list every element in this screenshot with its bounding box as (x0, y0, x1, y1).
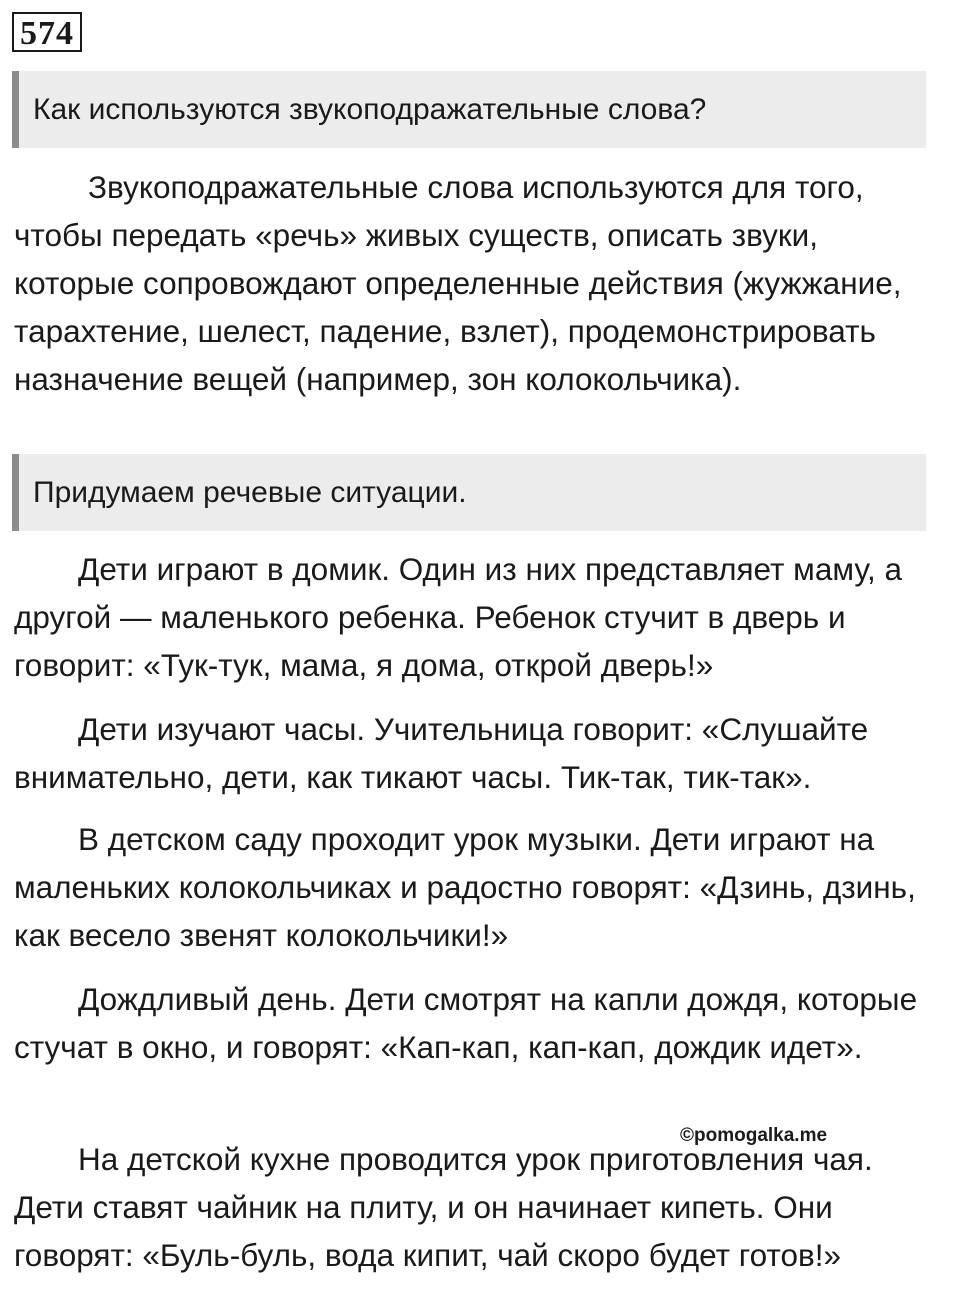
situations-header: Придумаем речевые ситуации. (12, 454, 926, 531)
situation-text: Дети играют в домик. Один из них представляет маму, а другой — маленького ребенка. Ребенок стучит в дверь и говорит: «Тук-тук, мама, я дома, открой дверь!» (14, 551, 902, 683)
answer-text: Звукоподражательные слова используются для того, чтобы передать «речь» живых существ, описать звуки, которые сопровождают определенные действия (жужжание, тарахтение, шелест, падение, взлет), продемонстрировать назначение вещей (например, зон колокольчика). (14, 169, 902, 397)
situation-text: На детской кухне проводится урок приготовления чая. Дети ставят чайник на плиту, и он начинает кипеть. Они говорят: «Буль-буль, вода кипит, чай скоро будет готов!» (14, 1141, 873, 1273)
situation-text: Дождливый день. Дети смотрят на капли дождя, которые стучат в окно, и говорят: «Кап-кап, кап-кап, дождик идет». (14, 981, 918, 1065)
situation-paragraph (14, 815, 944, 959)
watermark: ©pomogalka.me (680, 1125, 828, 1146)
situation-paragraph (14, 975, 944, 1071)
answer-paragraph (14, 163, 944, 403)
situation-paragraph (14, 545, 944, 689)
question-header: Как используются звукоподражательные слова? (12, 71, 926, 148)
situation-text: В детском саду проходит урок музыки. Дети играют на маленьких колокольчиках и радостно говорят: «Дзинь, дзинь, как весело звенят колокольчики!» (14, 821, 916, 953)
situation-paragraph (14, 1135, 944, 1279)
task-number: 574 (12, 12, 82, 52)
situation-paragraph (14, 705, 944, 801)
situation-text: Дети изучают часы. Учительница говорит: «Слушайте внимательно, дети, как тикают часы. Тик-так, тик-так». (14, 711, 869, 795)
